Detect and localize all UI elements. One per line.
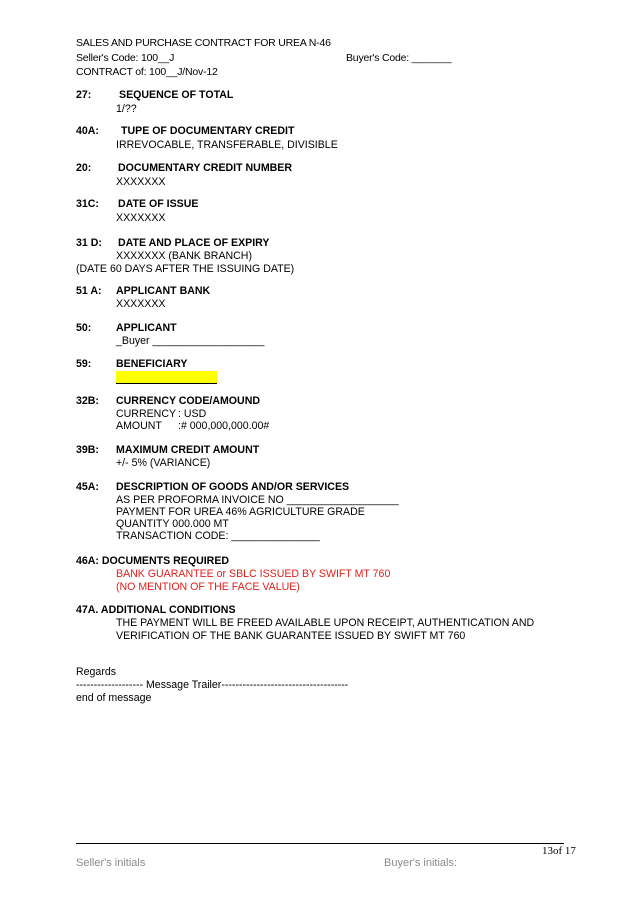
field-20-value: XXXXXXX [116,176,166,188]
end-of-message: end of message [76,692,152,704]
field-45a-label: DESCRIPTION OF GOODS AND/OR SERVICES [116,481,350,493]
field-31d-note: (DATE 60 DAYS AFTER THE ISSUING DATE) [76,263,295,275]
regards: Regards [76,666,117,678]
message-trailer: ------------------- Message Trailer------------------------------------ [76,679,349,691]
field-31c-value: XXXXXXX [116,212,166,224]
field-20-label: DOCUMENTARY CREDIT NUMBER [118,162,293,174]
goods-line: AS PER PROFORMA INVOICE NO ___________________ [116,494,399,506]
beneficiary-highlight-blank [116,371,217,389]
amount-value: :# 000,000,000.00# [178,420,270,432]
field-20-tag: 20: [76,162,92,174]
field-40a-tag: 40A: [76,125,99,137]
field-50-label: APPLICANT [116,322,177,334]
field-59-label: BENEFICIARY [116,358,188,370]
field-46a-heading: 46A: DOCUMENTS REQUIRED [76,555,230,567]
field-39b-tag: 39B: [76,444,99,456]
field-39b-value: +/- 5% (VARIANCE) [116,457,211,469]
footer-rule [76,843,564,844]
currency-value: : USD [178,408,207,420]
additional-conditions-line: VERIFICATION OF THE BANK GUARANTEE ISSUED BY SWIFT MT 760 [116,630,466,642]
goods-line: PAYMENT FOR UREA 46% AGRICULTURE GRADE [116,506,365,518]
seller-code: Seller's Code: 100__J [76,52,175,64]
goods-line: QUANTITY 000.000 MT [116,518,229,530]
buyer-initials: Buyer's initials: [384,857,458,869]
field-32b-label: CURRENCY CODE/AMOUND [116,395,261,407]
contract-number: CONTRACT of: 100__J/Nov-12 [76,66,218,78]
field-27-tag: 27: [76,89,92,101]
field-31d-value: XXXXXXX (BANK BRANCH) [116,250,252,262]
currency-label: CURRENCY [116,408,177,420]
field-31c-label: DATE OF ISSUE [118,198,199,210]
field-59-tag: 59: [76,358,92,370]
buyer-code: Buyer's Code: _______ [346,52,452,64]
additional-conditions-line: THE PAYMENT WILL BE FREED AVAILABLE UPON RECEIPT, AUTHENTICATION AND [116,617,535,629]
field-32b-tag: 32B: [76,395,99,407]
field-31d-tag: 31 D: [76,237,102,249]
documents-required-line: (NO MENTION OF THE FACE VALUE) [116,581,300,593]
field-27-label: SEQUENCE OF TOTAL [119,89,234,101]
field-50-tag: 50: [76,322,92,334]
field-39b-label: MAXIMUM CREDIT AMOUNT [116,444,260,456]
documents-required-line: BANK GUARANTEE or SBLC ISSUED BY SWIFT MT 760 [116,568,391,580]
field-40a-label: TUPE OF DOCUMENTARY CREDIT [121,125,295,137]
field-51a-tag: 51 A: [76,285,102,297]
field-47a-heading: 47A. ADDITIONAL CONDITIONS [76,604,236,616]
field-40a-value: IRREVOCABLE, TRANSFERABLE, DIVISIBLE [116,139,338,151]
page-number: 13of 17 [542,845,576,857]
goods-line: TRANSACTION CODE: _______________ [116,530,320,542]
contract-title: SALES AND PURCHASE CONTRACT FOR UREA N-46 [76,37,331,49]
field-51a-value: XXXXXXX [116,298,166,310]
field-31d-label: DATE AND PLACE OF EXPIRY [118,237,270,249]
field-45a-tag: 45A: [76,481,99,493]
amount-label: AMOUNT [116,420,162,432]
field-50-value: _Buyer ___________________ [116,335,265,347]
seller-initials: Seller's initials [76,857,146,869]
field-51a-label: APPLICANT BANK [116,285,211,297]
field-31c-tag: 31C: [76,198,99,210]
field-27-value: 1/?? [116,103,137,115]
